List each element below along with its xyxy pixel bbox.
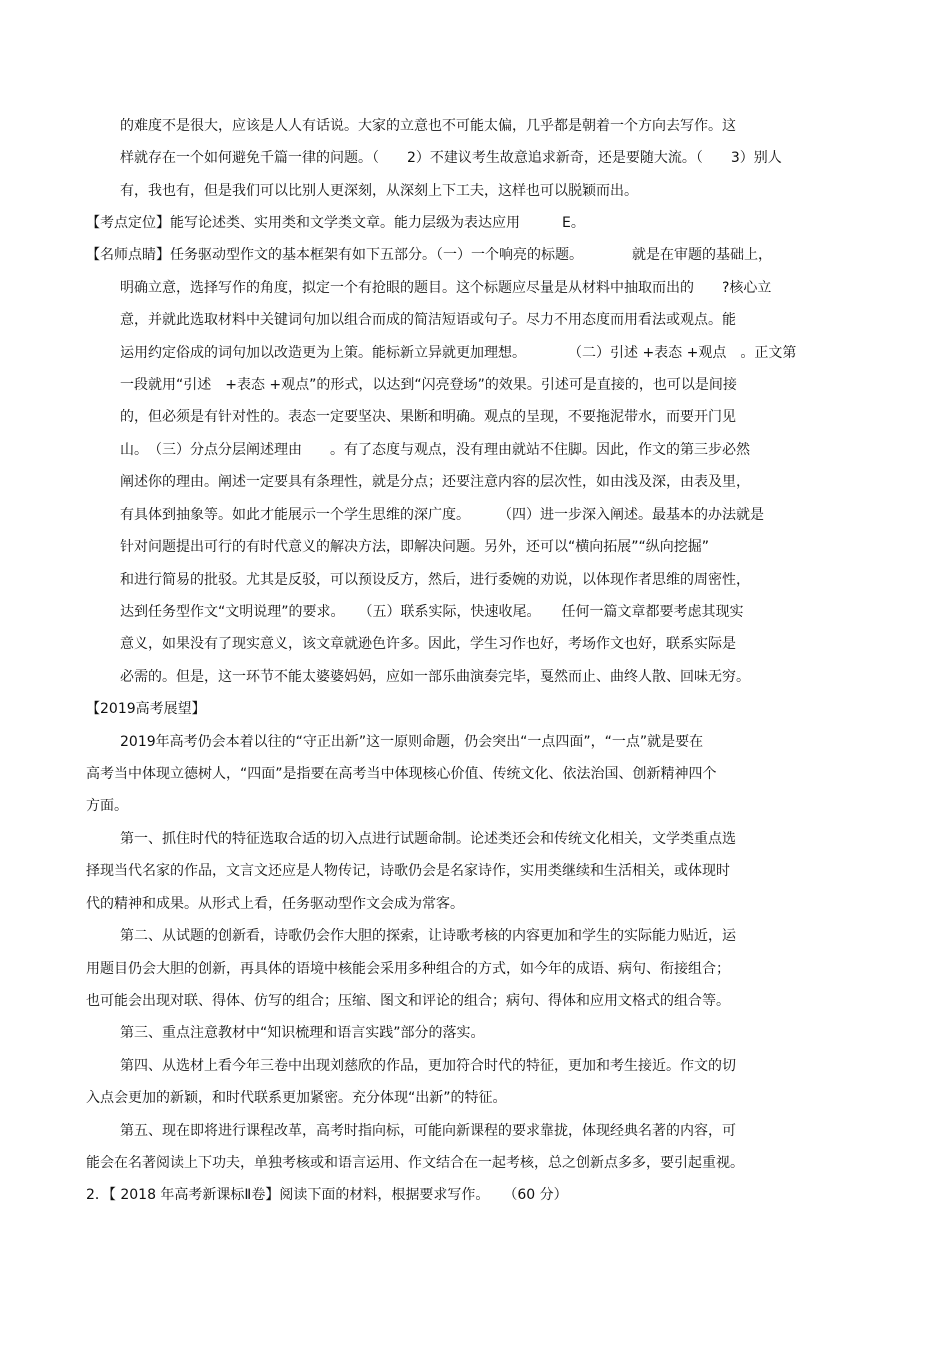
text-line: 样就存在一个如何避免千篇一律的问题。（ 2）不建议考生故意追求新奇，还是要随大流。（ 3）别人 (120, 150, 782, 166)
text-line: 的，但必须是有针对性的。表态一定要坚决、果断和明确。观点的呈现，不要拖泥带水，而要开门见 (120, 409, 736, 425)
text-line: 2019年高考仍会本着以往的“守正出新”这一原则命题，仍会突出“一点四面”，“一点”就是要在 (120, 734, 704, 750)
text-line: 的难度不是很大，应该是人人有话说。大家的立意也不可能太偏，几乎都是朝着一个方向去写作。这 (120, 118, 736, 134)
text-line: 达到任务型作文“文明说理”的要求。 （五）联系实际，快速收尾。 任何一篇文章都要考虑其现实 (120, 604, 744, 620)
text-line: 有具体到抽象等。如此才能展示一个学生思维的深广度。 （四）进一步深入阐述。最基本的办法就是 (120, 507, 764, 523)
text-line: 高考当中体现立德树人，“四面”是指要在高考当中体现核心价值、传统文化、依法治国、创新精神四个 (86, 766, 717, 782)
text-line: 【名师点睛】任务驱动型作文的基本框架有如下五部分。（一）一个响亮的标题。 就是在审题的基础上， (86, 247, 772, 263)
section-heading: 【2019高考展望】 (86, 701, 206, 717)
text-line: 第三、重点注意教材中“知识梳理和语言实践”部分的落实。 (120, 1025, 485, 1041)
text-line: 方面。 (86, 798, 128, 814)
question-line: 2．【 2018 年高考新课标Ⅱ卷】阅读下面的材料，根据要求写作。 （60 分） (86, 1187, 568, 1203)
text-line: 择现当代名家的作品，文言文还应是人物传记，诗歌仍会是名家诗作，实用类继续和生活相关，或体现时 (86, 863, 730, 879)
text-line: 一段就用“引述 +表态 +观点”的形式，以达到“闪亮登场”的效果。引述可是直接的，也可以是间接 (120, 377, 737, 393)
text-line: 代的精神和成果。从形式上看，任务驱动型作文会成为常客。 (86, 896, 464, 912)
text-line: 能会在名著阅读上下功夫，单独考核或和语言运用、作文结合在一起考核，总之创新点多多，要引起重视。 (86, 1155, 744, 1171)
text-line: 也可能会出现对联、得体、仿写的组合；压缩、图文和评论的组合；病句、得体和应用文格式的组合等。 (86, 993, 730, 1009)
text-line: 【考点定位】能写论述类、实用类和文学类文章。能力层级为表达应用 E。 (86, 215, 585, 231)
text-line: 意义，如果没有了现实意义，该文章就逊色许多。因此，学生习作也好，考场作文也好，联系实际是 (120, 636, 736, 652)
text-line: 必需的。但是，这一环节不能太婆婆妈妈，应如一部乐曲演奏完毕，戛然而止、曲终人散、回味无穷。 (120, 669, 750, 685)
text-line: 第四、从选材上看今年三卷中出现刘慈欣的作品，更加符合时代的特征，更加和考生接近。作文的切 (120, 1058, 736, 1074)
text-line: 入点会更加的新颖，和时代联系更加紧密。充分体现“出新”的特征。 (86, 1090, 507, 1106)
text-line: 有，我也有，但是我们可以比别人更深刻，从深刻上下工夫，这样也可以脱颖而出。 (120, 183, 638, 199)
text-line: 山。 （三）分点分层阐述理由 。有了态度与观点，没有理由就站不住脚。因此，作文的第三步必然 (120, 442, 750, 458)
text-line: 第五、现在即将进行课程改革，高考时指向标，可能向新课程的要求靠拢，体现经典名著的内容，可 (120, 1123, 736, 1139)
text-line: 和进行简易的批驳。尤其是反驳，可以预设反方，然后，进行委婉的劝说，以体现作者思维的周密性， (120, 572, 750, 588)
text-line: 针对问题提出可行的有时代意义的解决方法，即解决问题。另外，还可以“横向拓展”“纵向挖掘” (120, 539, 710, 555)
text-line: 用题目仍会大胆的创新，再具体的语境中核能会采用多种组合的方式，如今年的成语、病句、衔接组合； (86, 961, 730, 977)
text-line: 第二、从试题的创新看，诗歌仍会作大胆的探索，让诗歌考核的内容更加和学生的实际能力贴近，运 (120, 928, 736, 944)
text-line: 阐述你的理由。阐述一定要具有条理性，就是分点；还要注意内容的层次性，如由浅及深，由表及里， (120, 474, 750, 490)
text-line: 运用约定俗成的词句加以改造更为上策。能标新立异就更加理想。 （二）引述 +表态 +观点 。正文第 (120, 345, 797, 361)
text-line: 明确立意，选择写作的角度，拟定一个有抢眼的题目。这个标题应尽量是从材料中抽取而出的 ?核心立 (120, 280, 772, 296)
text-line: 第一、抓住时代的特征选取合适的切入点进行试题命制。论述类还会和传统文化相关，文学类重点选 (120, 831, 736, 847)
text-line: 意，并就此选取材料中关键词句加以组合而成的简洁短语或句子。尽力不用态度而用看法或观点。能 (120, 312, 736, 328)
